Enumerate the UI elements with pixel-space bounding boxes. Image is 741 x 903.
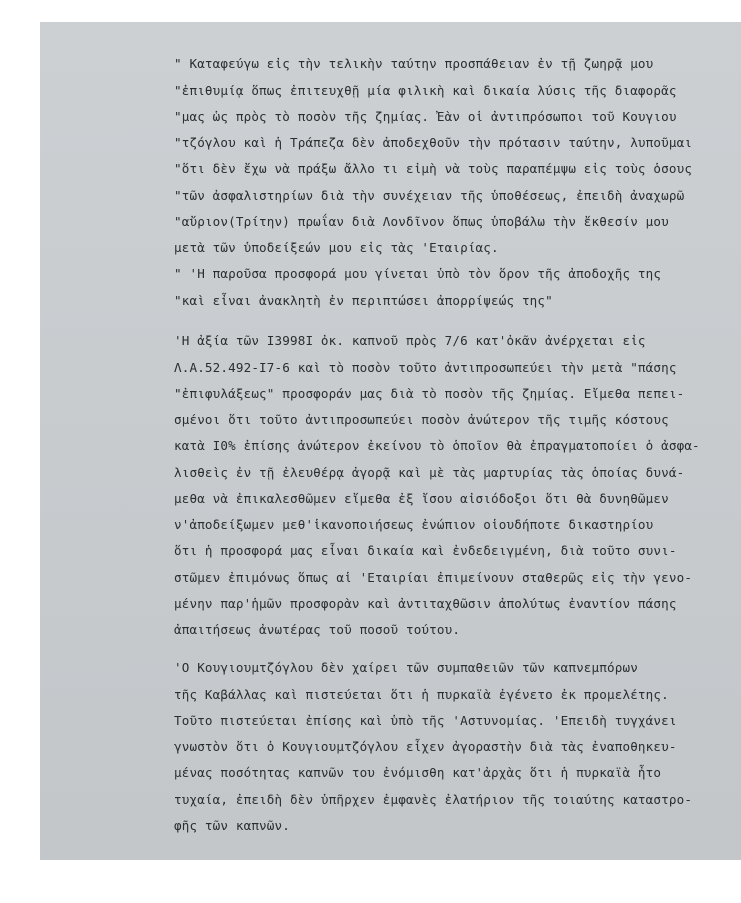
text-line-7: "αὔριον(Τρίτην) πρωΐαν διὰ Λονδῖνον ὅπως ὑποβάλω τὴν ἔκθεσίν μου [174,214,669,229]
text-line-16: λισθεὶς ἐν τῇ ἐλευθέρᾳ ἀγορᾷ καὶ μὲ τὰς μαρτυρίας τὰς ὁποίας δυνά- [174,465,685,480]
text-line-5: "ὅτι δὲν ἔχω νὰ πράξω ἄλλο τι εἰμὴ νὰ τοὺς παραπέμψω εἰς τοὺς ὁσους [174,161,693,176]
text-line-13: "ἐπιφυλάξεως" προσφοράν μας διὰ τὸ ποσὸν τῆς ζημίας. Εἴμεθα πεπει- [174,386,685,401]
text-line-20: στῶμεν ἐπιμόνως ὅπως αἱ 'Εταιρίαι ἐπιμείνουν σταθερῶς εἰς τὴν γενο- [174,570,693,585]
text-line-22: ἀπαιτήσεως ἀνωτέρας τοῦ ποσοῦ τούτου. [174,622,461,637]
text-line-27: μένας ποσότητας καπνῶν του ἐνόμισθη κατ'ἀρχὰς ὅτι ἡ πυρκαϊὰ ἦτο [174,765,662,780]
text-line-17: μεθα νὰ ἐπικαλεσθῶμεν εἴμεθα ἐξ ἴσου αἰσιόδοξοι ὅτι θὰ δυνηθῶμεν [174,491,669,506]
text-line-14: σμένοι ὅτι τοῦτο ἀντιπροσωπεύει ποσὸν ἀνώτερον τῆς τιμῆς κόστους [174,412,669,427]
text-line-4: "τζόγλου καὶ ἡ Τράπεζα δὲν ἀποδεχθοῦν τὴν πρότασιν ταύτην, λυποῦμαι [174,135,693,150]
text-line-28: τυχαία, ἐπειδὴ δὲν ὑπῆρχεν ἐμφανὲς ἐλατήριον τῆς τοιαύτης καταστρο- [174,792,693,807]
scanned-page [40,22,741,860]
text-line-9: " 'Η παροῦσα προσφορά μου γίνεται ὑπὸ τὸν ὅρον τῆς ἀποδοχῆς της [174,266,662,281]
text-line-1: " Καταφεύγω εἰς τὴν τελικὴν ταύτην προσπάθειαν ἐν τῇ ζωηρᾷ μου [174,56,654,71]
text-line-2: "ἐπιθυμίᾳ ὅπως ἐπιτευχθῇ μία φιλικὴ καὶ δικαία λύσις τῆς διαφορᾶς [174,83,677,98]
text-line-24: τῆς Καβάλλας καὶ πιστεύεται ὅτι ἡ πυρκαϊὰ ἐγένετο ἐκ προμελέτης. [174,687,669,702]
text-line-23: 'Ο Κουγιουμτζόγλου δὲν χαίρει τῶν συμπαθειῶν τῶν καπνεμπόρων [174,660,638,675]
text-line-29: φῆς τῶν καπνῶν. [174,818,290,833]
text-line-15: κατὰ I0% ἐπίσης ἀνώτερον ἐκείνου τὸ ὁποῖον θὰ ἐπραγματοποίει ὁ ἀσφα- [174,438,700,453]
text-line-19: ὅτι ἡ προσφορά μας εἶναι δικαία καὶ ἐνδεδειγμένη, διὰ τοῦτο συνι- [174,543,677,558]
text-line-26: γνωστὸν ὅτι ὁ Κουγιουμτζόγλου εἶχεν ἀγοραστὴν διὰ τὰς ἐναποθηκευ- [174,739,677,754]
text-line-12: Λ.Α.52.492-I7-6 καὶ τὸ ποσὸν τοῦτο ἀντιπροσωπεύει τὴν μετὰ "πάσης [174,360,677,375]
text-line-11: 'Η ἀξία τῶν I3998I ὀκ. καπνοῦ πρὸς 7/6 κατ'ὀκᾶν ἀνέρχεται εἰς [174,333,646,348]
text-line-25: Τοῦτο πιστεύεται ἐπίσης καὶ ὑπὸ τῆς 'Αστυνομίας. 'Επειδὴ τυγχάνει [174,713,677,728]
text-line-21: μένην παρ'ἡμῶν προσφορὰν καὶ ἀντιταχθῶσιν ἀπολύτως ἐναντίον πάσης [174,596,677,611]
text-line-18: ν'ἀποδείξωμεν μεθ'ἱκανοποιήσεως ἐνώπιον οἱουδήποτε δικαστηρίου [174,517,654,532]
text-line-10: "καὶ εἶναι ἀνακλητὴ ἐν περιπτώσει ἀπορρίψεώς της" [174,293,553,308]
text-line-6: "τῶν ἀσφαλιστηρίων διὰ τὴν συνέχειαν τῆς ὑποθέσεως, ἐπειδὴ ἀναχωρῶ [174,188,685,203]
text-line-3: "μας ὡς πρὸς τὸ ποσὸν τῆς ζημίας. Ἐὰν οἱ ἀντιπρόσωποι τοῦ Κουγιου [174,109,677,124]
text-line-8: μετὰ τῶν ὑποδείξεών μου εἰς τὰς 'Εταιρίας. [174,240,499,255]
